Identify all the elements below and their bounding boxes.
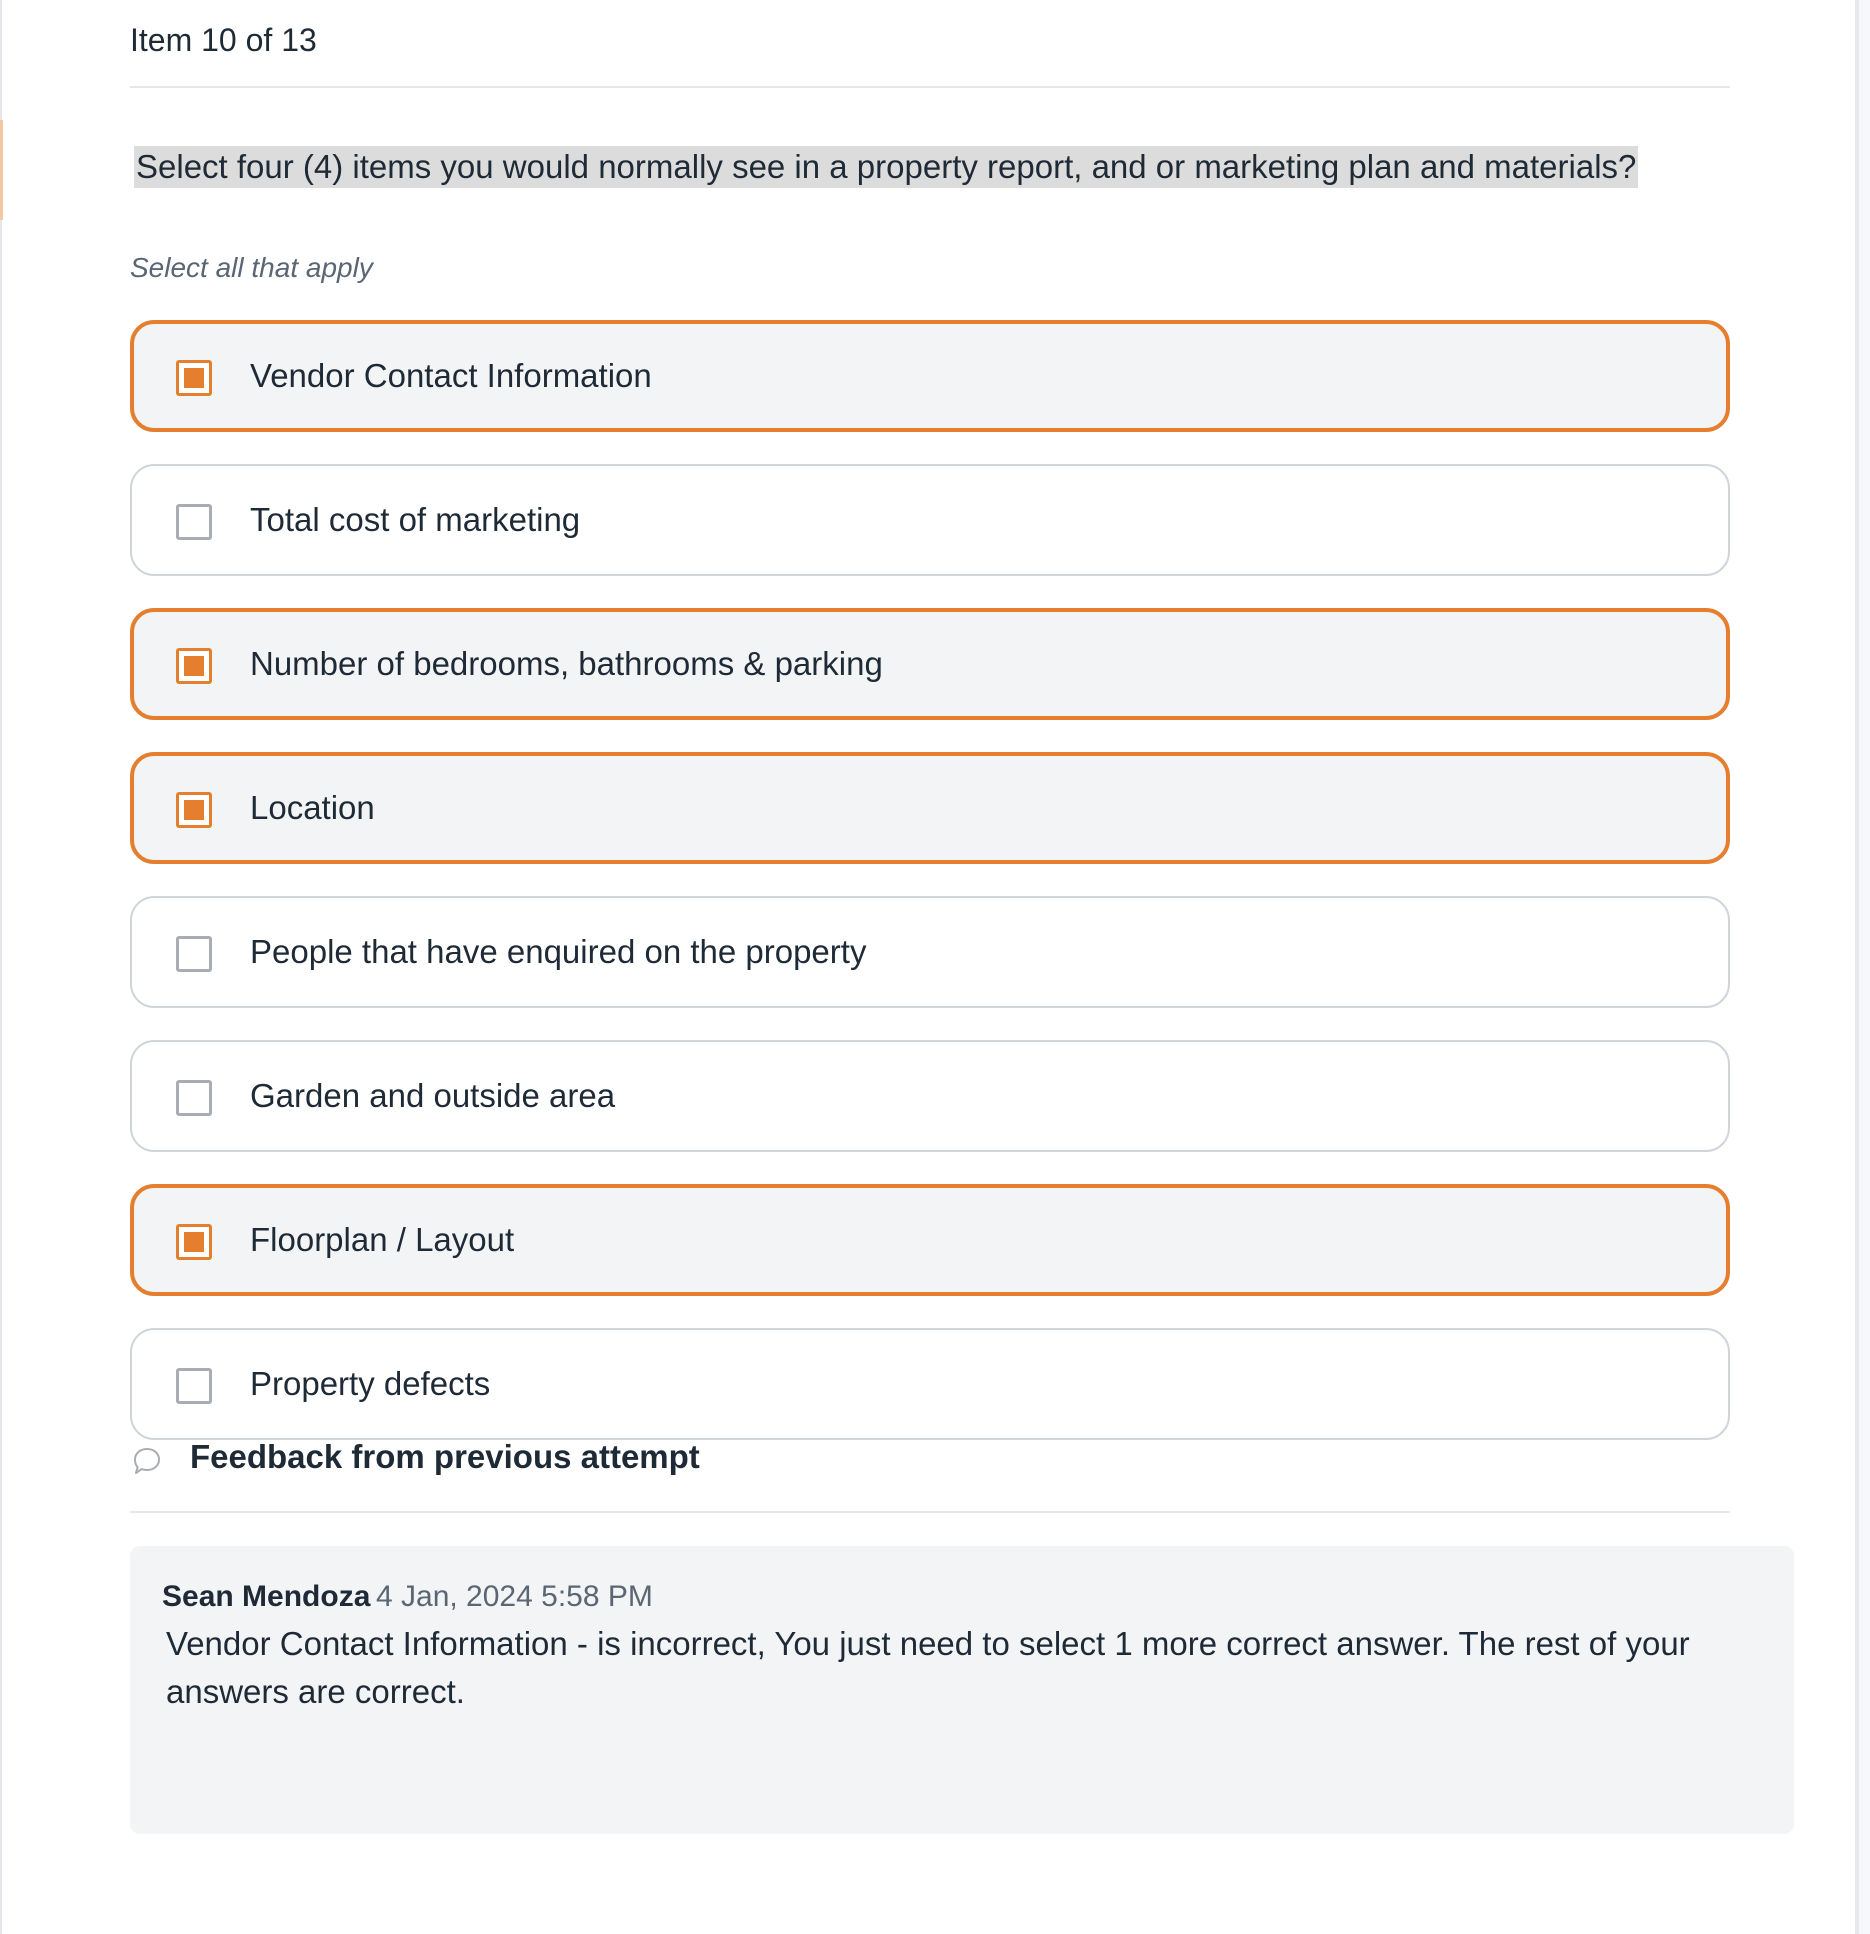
checkbox-checked[interactable]	[176, 360, 212, 396]
answer-option[interactable]	[130, 1040, 1730, 1152]
answer-option[interactable]	[130, 320, 1730, 432]
checkbox-unchecked[interactable]	[176, 504, 212, 540]
answer-option[interactable]	[130, 464, 1730, 576]
divider	[130, 1511, 1730, 1513]
left-accent-bar	[0, 120, 3, 220]
answer-option-label: Floorplan / Layout	[250, 1221, 515, 1258]
feedback-title: Feedback from previous attempt	[190, 1438, 700, 1475]
answer-option-label: Location	[250, 789, 375, 826]
feedback-header[interactable]	[130, 1438, 1730, 1478]
question-instructions: Select all that apply	[130, 252, 373, 283]
checkbox-unchecked[interactable]	[176, 936, 212, 972]
answer-option[interactable]	[130, 896, 1730, 1008]
answer-option[interactable]	[130, 1184, 1730, 1296]
comment-icon	[132, 1446, 162, 1476]
answer-option-label: Property defects	[250, 1365, 491, 1402]
checkbox-checked[interactable]	[176, 1224, 212, 1260]
answer-option-label: Vendor Contact Information	[250, 357, 652, 394]
checkbox-checked[interactable]	[176, 648, 212, 684]
feedback-comment	[130, 1546, 1794, 1834]
answer-option[interactable]	[130, 752, 1730, 864]
left-border	[0, 0, 2, 1934]
checkbox-unchecked[interactable]	[176, 1368, 212, 1404]
answer-option[interactable]	[130, 1328, 1730, 1440]
item-counter: Item 10 of 13	[130, 22, 317, 58]
answer-option[interactable]	[130, 608, 1730, 720]
feedback-author: Sean Mendoza	[162, 1580, 371, 1613]
checkbox-unchecked[interactable]	[176, 1080, 212, 1116]
feedback-timestamp: 4 Jan, 2024 5:58 PM	[376, 1580, 653, 1613]
divider	[130, 86, 1730, 88]
checkbox-checked[interactable]	[176, 792, 212, 828]
answer-option-label: Total cost of marketing	[250, 501, 581, 538]
answer-option-label: People that have enquired on the property	[250, 933, 867, 970]
answer-option-label: Garden and outside area	[250, 1077, 616, 1114]
feedback-text: Vendor Contact Information - is incorrect, You just need to select 1 more correct answer. The rest of your answers are correct.	[166, 1625, 1690, 1710]
answer-option-label: Number of bedrooms, bathrooms & parking	[250, 645, 883, 682]
question-text: Select four (4) items you would normally see in a property report, and or marketing plan and materials?	[134, 146, 1638, 188]
right-gutter	[1859, 0, 1870, 1934]
